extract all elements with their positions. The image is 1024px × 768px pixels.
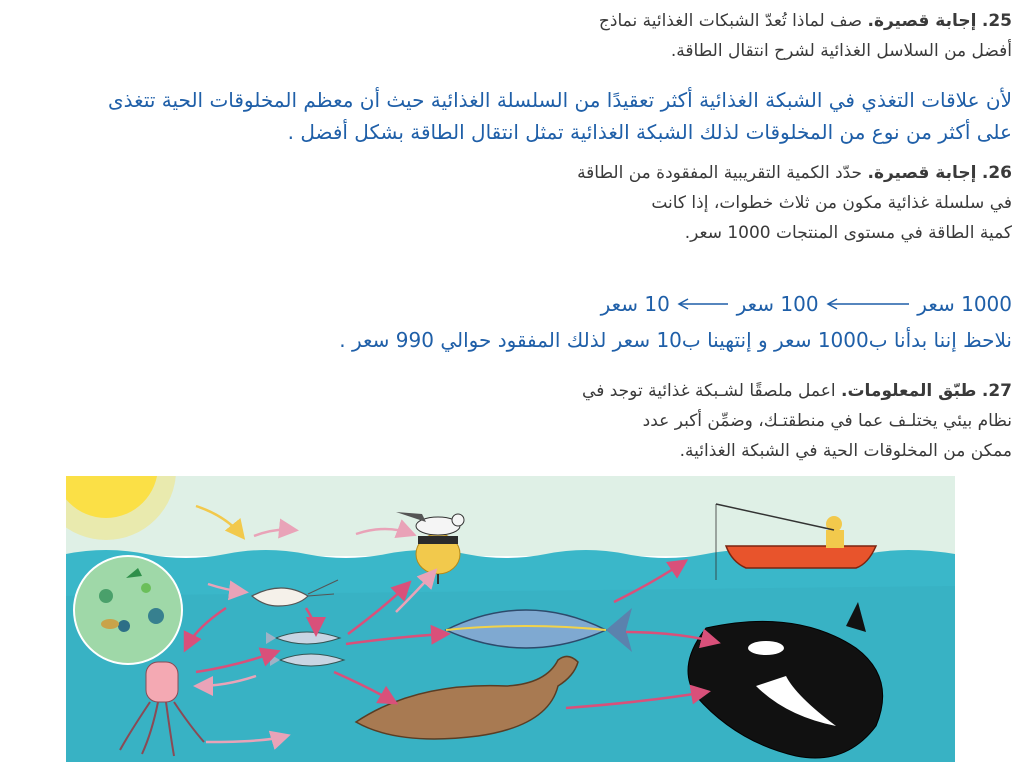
answer-26 (12, 286, 1012, 358)
question-25-line-1 (452, 6, 1012, 36)
energy-level-1: 1000 سعر (917, 292, 1012, 316)
question-number: 26. (981, 163, 1012, 183)
left-arrow-icon (676, 286, 730, 322)
answer-25-line-1: لأن علاقات التغذي في الشبكة الغذائية أكثر تعقيدًا من السلسلة الغذائية حيث أن معظم المخلوقات الحية تتغذى (108, 88, 1012, 112)
answer-26-line-2: نلاحظ إننا بدأنا ب1000 سعر و إنتهينا ب10 سعر لذلك المفقود حوالي 990 سعر . (339, 328, 1012, 352)
answer-25-line-2: على أكثر من نوع من المخلوقات لذلك الشبكة الغذائية تمثل انتقال الطاقة بشكل أفضل . (287, 120, 1012, 144)
food-web-svg (66, 476, 955, 762)
question-27-line-3: ممكن من المخلوقات الحية في الشبكة الغذائية. (679, 441, 1012, 461)
energy-level-3: 10 سعر (600, 292, 670, 316)
question-heading: طبّق المعلومات. (841, 381, 977, 401)
question-26-line-1 (472, 158, 1012, 188)
question-25 (452, 6, 1012, 66)
answer-25 (12, 84, 1012, 148)
question-27-line-1 (472, 376, 1012, 406)
question-heading: إجابة قصيرة. (867, 163, 977, 183)
question-text: حدّد الكمية التقريبية المفقودة من الطاقة (577, 163, 863, 183)
left-arrow-icon (825, 286, 911, 322)
question-25-line-2: أفضل من السلاسل الغذائية لشرح انتقال الطاقة. (670, 41, 1012, 61)
food-web-illustration (66, 476, 955, 762)
question-text: صف لماذا تُعدّ الشبكات الغذائية نماذج (598, 11, 863, 31)
question-26-line-2: في سلسلة غذائية مكون من ثلاث خطوات، إذا كانت (651, 193, 1012, 213)
question-number: 25. (981, 11, 1012, 31)
plankton-icon (74, 556, 182, 664)
question-text: اعمل ملصقًا لشـبكة غذائية توجد في (582, 381, 836, 401)
energy-chain (12, 286, 1012, 322)
sky (66, 476, 955, 556)
question-27-line-2: نظام بيئي يختلـف عما في منطقتـك، وضمِّن أكبر عدد (642, 411, 1012, 431)
question-26 (472, 158, 1012, 248)
energy-level-2: 100 سعر (736, 292, 819, 316)
question-number: 27. (981, 381, 1012, 401)
question-27 (472, 376, 1012, 466)
question-26-line-3: كمية الطاقة في مستوى المنتجات 1000 سعر. (684, 223, 1012, 243)
question-heading: إجابة قصيرة. (867, 11, 977, 31)
